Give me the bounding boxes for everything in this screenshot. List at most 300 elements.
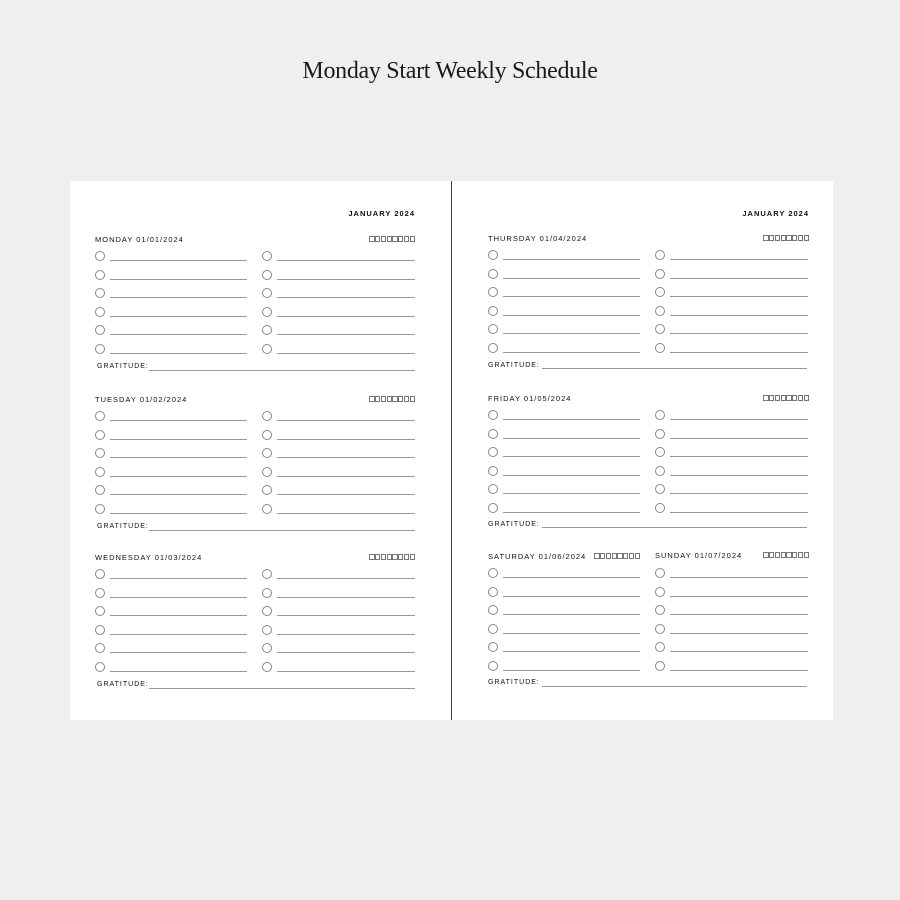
task-row [488,503,640,515]
task-line[interactable] [503,438,640,439]
task-checkbox[interactable] [262,307,272,317]
task-row [488,484,640,496]
task-checkbox[interactable] [655,466,665,476]
task-row [95,569,247,581]
task-line[interactable] [670,577,808,578]
habit-tracker[interactable] [369,236,415,242]
task-line[interactable] [503,670,640,671]
habit-checkbox[interactable] [635,553,640,559]
task-line[interactable] [277,420,415,421]
task-row [262,606,415,618]
task-row [95,251,247,263]
habit-checkbox[interactable] [792,552,797,558]
day-label: WEDNESDAY 01/03/2024 [95,553,203,562]
task-line[interactable] [503,651,640,652]
task-row [488,306,640,318]
task-line[interactable] [503,493,640,494]
habit-checkbox[interactable] [775,235,780,241]
task-row [655,429,808,441]
task-checkbox[interactable] [655,410,665,420]
task-row [95,307,247,319]
task-line[interactable] [277,652,415,653]
task-row [262,504,415,516]
habit-checkbox[interactable] [775,395,780,401]
task-row [655,250,808,262]
habit-checkbox[interactable] [387,554,392,560]
day-label: TUESDAY 01/02/2024 [95,395,188,404]
task-checkbox[interactable] [655,287,665,297]
task-checkbox[interactable] [95,625,105,635]
task-line[interactable] [110,457,247,458]
habit-tracker[interactable] [369,554,415,560]
task-checkbox[interactable] [95,588,105,598]
task-line[interactable] [277,597,415,598]
habit-checkbox[interactable] [375,236,380,242]
habit-checkbox[interactable] [781,552,786,558]
task-line[interactable] [277,316,415,317]
task-line[interactable] [110,260,247,261]
gratitude-label: GRATITUDE: [97,681,149,688]
habit-checkbox[interactable] [606,553,611,559]
gratitude-line[interactable] [542,368,807,369]
day-block-tuesday [95,395,415,545]
gratitude-line[interactable] [149,688,415,689]
task-checkbox[interactable] [488,568,498,578]
task-line[interactable] [670,333,808,334]
task-checkbox[interactable] [262,588,272,598]
page-title: Monday Start Weekly Schedule [302,58,598,84]
gratitude-label: GRATITUDE: [488,679,540,686]
task-checkbox[interactable] [262,606,272,616]
day-block-sunday [655,551,808,701]
habit-checkbox[interactable] [775,552,780,558]
task-row [655,484,808,496]
task-row [262,467,415,479]
task-checkbox[interactable] [262,411,272,421]
task-row [95,643,247,655]
task-row [488,269,640,281]
task-line[interactable] [110,279,247,280]
task-checkbox[interactable] [488,605,498,615]
task-row [655,568,808,580]
task-checkbox[interactable] [488,269,498,279]
task-row [488,250,640,262]
task-line[interactable] [277,634,415,635]
task-line[interactable] [670,296,808,297]
habit-checkbox[interactable] [392,554,397,560]
task-line[interactable] [110,652,247,653]
day-block-monday [95,235,415,385]
habit-checkbox[interactable] [392,396,397,402]
task-row [95,270,247,282]
task-checkbox[interactable] [262,569,272,579]
right-page [452,181,833,720]
task-line[interactable] [670,352,808,353]
task-row [655,306,808,318]
gratitude-label: GRATITUDE: [488,521,540,528]
task-checkbox[interactable] [655,343,665,353]
task-line[interactable] [670,315,808,316]
gratitude-label: GRATITUDE: [488,362,540,369]
task-checkbox[interactable] [262,448,272,458]
task-checkbox[interactable] [655,661,665,671]
task-row [95,411,247,423]
habit-checkbox[interactable] [398,554,403,560]
task-checkbox[interactable] [95,606,105,616]
task-row [262,270,415,282]
day-label: FRIDAY 01/05/2024 [488,394,572,403]
task-row [95,625,247,637]
task-checkbox[interactable] [262,625,272,635]
task-line[interactable] [110,297,247,298]
gratitude-line[interactable] [542,527,807,528]
habit-checkbox[interactable] [404,554,409,560]
habit-checkbox[interactable] [392,236,397,242]
habit-checkbox[interactable] [387,236,392,242]
task-line[interactable] [277,494,415,495]
task-checkbox[interactable] [488,484,498,494]
task-line[interactable] [277,457,415,458]
task-checkbox[interactable] [262,325,272,335]
task-row [655,642,808,654]
task-checkbox[interactable] [655,429,665,439]
task-line[interactable] [277,615,415,616]
task-line[interactable] [670,670,808,671]
task-line[interactable] [110,334,247,335]
task-line[interactable] [110,353,247,354]
task-row [655,624,808,636]
habit-checkbox[interactable] [623,553,628,559]
task-checkbox[interactable] [488,324,498,334]
task-checkbox[interactable] [95,288,105,298]
task-checkbox[interactable] [655,587,665,597]
task-line[interactable] [110,439,247,440]
task-line[interactable] [110,316,247,317]
task-row [488,343,640,355]
task-checkbox[interactable] [262,430,272,440]
task-checkbox[interactable] [95,467,105,477]
task-checkbox[interactable] [655,306,665,316]
habit-checkbox[interactable] [781,235,786,241]
task-checkbox[interactable] [95,325,105,335]
task-row [655,324,808,336]
task-line[interactable] [503,512,640,513]
habit-checkbox[interactable] [769,552,774,558]
task-checkbox[interactable] [262,504,272,514]
task-row [655,410,808,422]
task-line[interactable] [110,494,247,495]
task-row [95,467,247,479]
day-block-wednesday [95,553,415,703]
task-row [262,643,415,655]
task-checkbox[interactable] [655,484,665,494]
task-line[interactable] [670,633,808,634]
task-line[interactable] [110,597,247,598]
task-checkbox[interactable] [95,344,105,354]
task-line[interactable] [670,651,808,652]
habit-checkbox[interactable] [404,396,409,402]
task-checkbox[interactable] [488,410,498,420]
task-line[interactable] [670,456,808,457]
habit-checkbox[interactable] [769,395,774,401]
habit-checkbox[interactable] [629,553,634,559]
habit-checkbox[interactable] [763,235,768,241]
habit-checkbox[interactable] [617,553,622,559]
task-row [488,587,640,599]
habit-checkbox[interactable] [410,554,415,560]
task-line[interactable] [503,352,640,353]
task-line[interactable] [277,353,415,354]
habit-checkbox[interactable] [404,236,409,242]
task-checkbox[interactable] [95,569,105,579]
task-row [262,251,415,263]
habit-checkbox[interactable] [398,396,403,402]
task-line[interactable] [670,475,808,476]
day-label: SATURDAY 01/06/2024 [488,552,587,561]
habit-tracker[interactable] [763,235,809,241]
task-checkbox[interactable] [262,251,272,261]
task-checkbox[interactable] [95,251,105,261]
task-row [262,625,415,637]
task-line[interactable] [277,578,415,579]
task-line[interactable] [670,438,808,439]
day-label: THURSDAY 01/04/2024 [488,234,588,243]
task-line[interactable] [503,475,640,476]
task-line[interactable] [503,633,640,634]
task-row [655,503,808,515]
task-line[interactable] [670,278,808,279]
task-line[interactable] [277,476,415,477]
habit-checkbox[interactable] [786,235,791,241]
task-row [655,587,808,599]
habit-checkbox[interactable] [381,554,386,560]
habit-checkbox[interactable] [763,395,768,401]
task-line[interactable] [277,513,415,514]
task-line[interactable] [277,260,415,261]
habit-tracker[interactable] [594,553,640,559]
task-row [95,325,247,337]
planner-spread [70,181,833,720]
task-checkbox[interactable] [262,467,272,477]
left-month-label: JANUARY 2024 [348,209,415,218]
habit-checkbox[interactable] [792,395,797,401]
habit-checkbox[interactable] [804,395,809,401]
right-month-label: JANUARY 2024 [742,209,809,218]
task-checkbox[interactable] [655,642,665,652]
habit-checkbox[interactable] [369,554,374,560]
task-row [488,568,640,580]
task-row [95,344,247,356]
habit-checkbox[interactable] [381,236,386,242]
task-line[interactable] [670,419,808,420]
task-line[interactable] [503,333,640,334]
task-checkbox[interactable] [262,344,272,354]
task-row [95,448,247,460]
task-row [262,569,415,581]
habit-checkbox[interactable] [798,235,803,241]
task-checkbox[interactable] [488,343,498,353]
task-row [655,447,808,459]
task-row [262,485,415,497]
task-checkbox[interactable] [95,504,105,514]
task-line[interactable] [670,614,808,615]
day-block-friday [488,394,808,544]
habit-checkbox[interactable] [387,396,392,402]
task-line[interactable] [277,297,415,298]
habit-checkbox[interactable] [594,553,599,559]
task-row [95,485,247,497]
task-checkbox[interactable] [95,411,105,421]
task-checkbox[interactable] [655,624,665,634]
task-checkbox[interactable] [655,605,665,615]
task-line[interactable] [670,493,808,494]
habit-checkbox[interactable] [369,396,374,402]
task-row [262,448,415,460]
task-line[interactable] [110,671,247,672]
task-row [95,430,247,442]
habit-checkbox[interactable] [612,553,617,559]
task-checkbox[interactable] [95,662,105,672]
habit-checkbox[interactable] [375,396,380,402]
habit-checkbox[interactable] [786,552,791,558]
habit-checkbox[interactable] [804,552,809,558]
task-checkbox[interactable] [95,448,105,458]
day-label: SUNDAY 01/07/2024 [655,551,743,560]
task-line[interactable] [110,578,247,579]
gratitude-line[interactable] [149,370,415,371]
task-row [488,624,640,636]
task-line[interactable] [503,614,640,615]
task-line[interactable] [110,634,247,635]
task-row [655,605,808,617]
habit-checkbox[interactable] [781,395,786,401]
task-row [262,325,415,337]
habit-checkbox[interactable] [410,236,415,242]
habit-tracker[interactable] [369,396,415,402]
task-checkbox[interactable] [262,485,272,495]
task-checkbox[interactable] [262,270,272,280]
task-row [655,269,808,281]
task-row [95,606,247,618]
habit-checkbox[interactable] [375,554,380,560]
task-row [262,411,415,423]
task-line[interactable] [503,259,640,260]
task-row [488,661,640,673]
habit-checkbox[interactable] [410,396,415,402]
day-block-thursday [488,234,808,384]
task-checkbox[interactable] [488,250,498,260]
task-checkbox[interactable] [655,503,665,513]
task-row [655,466,808,478]
task-row [95,662,247,674]
task-row [488,605,640,617]
task-line[interactable] [670,596,808,597]
habit-tracker[interactable] [763,552,809,558]
task-row [488,447,640,459]
task-row [262,588,415,600]
task-line[interactable] [503,577,640,578]
task-checkbox[interactable] [95,307,105,317]
habit-checkbox[interactable] [600,553,605,559]
task-checkbox[interactable] [262,662,272,672]
habit-checkbox[interactable] [786,395,791,401]
task-checkbox[interactable] [488,661,498,671]
habit-checkbox[interactable] [398,236,403,242]
task-line[interactable] [503,315,640,316]
habit-checkbox[interactable] [804,235,809,241]
task-checkbox[interactable] [488,306,498,316]
task-checkbox[interactable] [488,429,498,439]
task-row [262,344,415,356]
habit-checkbox[interactable] [763,552,768,558]
task-row [655,287,808,299]
task-checkbox[interactable] [488,642,498,652]
task-checkbox[interactable] [655,324,665,334]
habit-checkbox[interactable] [381,396,386,402]
task-line[interactable] [670,512,808,513]
task-checkbox[interactable] [655,447,665,457]
day-label: MONDAY 01/01/2024 [95,235,184,244]
task-checkbox[interactable] [95,270,105,280]
task-row [95,588,247,600]
task-row [488,287,640,299]
task-checkbox[interactable] [95,643,105,653]
habit-tracker[interactable] [763,395,809,401]
task-checkbox[interactable] [488,447,498,457]
task-line[interactable] [670,259,808,260]
task-line[interactable] [110,476,247,477]
habit-checkbox[interactable] [798,552,803,558]
task-line[interactable] [110,513,247,514]
habit-checkbox[interactable] [769,235,774,241]
task-line[interactable] [503,419,640,420]
gratitude-line[interactable] [542,686,807,687]
task-checkbox[interactable] [95,430,105,440]
task-checkbox[interactable] [488,587,498,597]
habit-checkbox[interactable] [369,236,374,242]
task-checkbox[interactable] [488,503,498,513]
task-row [262,662,415,674]
task-line[interactable] [503,456,640,457]
habit-checkbox[interactable] [792,235,797,241]
task-line[interactable] [110,420,247,421]
task-checkbox[interactable] [95,485,105,495]
task-checkbox[interactable] [488,287,498,297]
task-checkbox[interactable] [655,568,665,578]
task-line[interactable] [277,671,415,672]
task-row [95,504,247,516]
gratitude-label: GRATITUDE: [97,363,149,370]
task-line[interactable] [277,439,415,440]
habit-checkbox[interactable] [798,395,803,401]
task-row [655,661,808,673]
task-checkbox[interactable] [262,643,272,653]
task-line[interactable] [110,615,247,616]
task-checkbox[interactable] [488,624,498,634]
task-line[interactable] [503,278,640,279]
task-checkbox[interactable] [655,269,665,279]
task-row [262,430,415,442]
task-row [262,307,415,319]
task-line[interactable] [503,596,640,597]
task-line[interactable] [277,279,415,280]
task-line[interactable] [277,334,415,335]
gratitude-line[interactable] [149,530,415,531]
task-checkbox[interactable] [488,466,498,476]
task-checkbox[interactable] [262,288,272,298]
task-line[interactable] [503,296,640,297]
task-checkbox[interactable] [655,250,665,260]
